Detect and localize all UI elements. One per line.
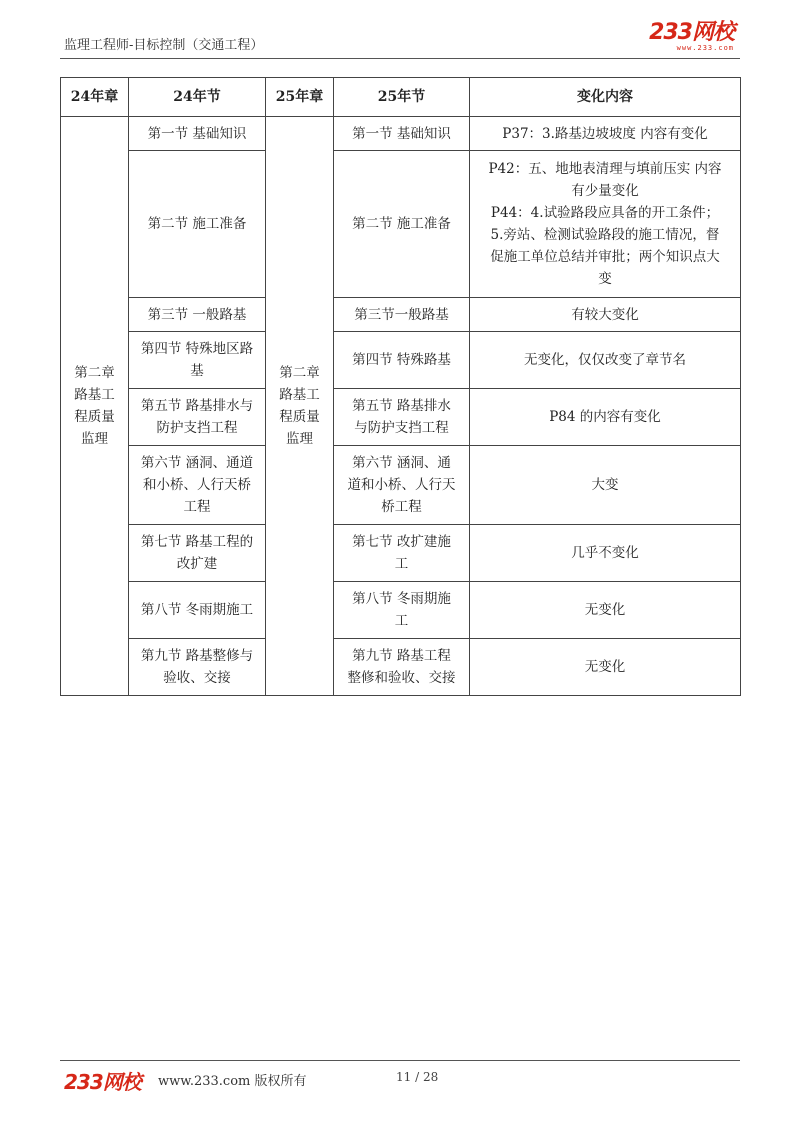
section-25-cell <box>334 117 470 151</box>
cell-line: 第四节 特殊地区路 <box>140 341 254 357</box>
cell-line: P37：3.路基边坡坡度 内容有变化 <box>502 125 708 142</box>
section-24-cell <box>129 446 266 525</box>
logo-text: 233网校 <box>649 20 734 45</box>
page-footer <box>60 1060 740 1100</box>
cell-line: 有较大变化 <box>571 306 639 323</box>
cell-line: 第二节 施工准备 <box>352 216 451 232</box>
change-content-cell <box>470 332 741 389</box>
chapter-change-table <box>60 77 741 696</box>
cell-line: 第七节 改扩建施 <box>352 534 451 550</box>
cell-line: 无变化，仅仅改变了章节名 <box>524 352 686 368</box>
logo-url: www.233.com <box>676 44 734 52</box>
chapter-25-cell <box>266 117 334 696</box>
cell-line: 监理 <box>81 431 108 447</box>
section-24-cell <box>129 332 266 389</box>
cell-line: 无变化 <box>584 659 626 675</box>
cell-line: 第二节 施工准备 <box>147 216 247 232</box>
cell-line: 工 <box>394 613 409 629</box>
section-24-cell <box>129 389 266 446</box>
section-25-cell <box>334 332 470 389</box>
cell-line: 防护支挡工程 <box>156 420 238 436</box>
cell-line: 第五节 路基排水 <box>352 398 451 414</box>
cell-line: 有少量变化 <box>571 183 639 199</box>
change-content-cell <box>470 582 741 639</box>
cell-line: 程质量 <box>74 409 115 425</box>
cell-line: 监理 <box>286 431 313 447</box>
change-content-cell <box>470 389 741 446</box>
cell-line: P84 的内容有变化 <box>549 409 661 425</box>
footer-divider <box>60 1060 740 1061</box>
cell-line: P44：4.试验路段应具备的开工条件； <box>490 205 720 221</box>
brand-logo <box>649 22 734 52</box>
table-row <box>61 117 741 151</box>
cell-line: 第四节 特殊路基 <box>352 352 451 368</box>
section-25-cell <box>334 151 470 298</box>
header-cell: 24年章 <box>61 78 129 117</box>
section-25-cell <box>334 298 470 332</box>
chapter-24-cell <box>61 117 129 696</box>
cell-line: 桥工程 <box>381 499 422 515</box>
section-24-cell <box>129 582 266 639</box>
cell-line: 程质量 <box>279 409 320 425</box>
change-content-cell <box>470 151 741 298</box>
cell-line: 第九节 路基工程 <box>352 648 451 664</box>
cell-line: 变 <box>598 271 612 287</box>
cell-line: 第九节 路基整修与 <box>140 648 254 664</box>
section-25-cell <box>334 639 470 696</box>
cell-line: 路基工 <box>74 387 115 403</box>
cell-line: P42：五、地地表清理与填前压实 内容 <box>488 161 722 177</box>
document-title: 监理工程师-目标控制（交通工程） <box>64 38 264 53</box>
cell-line: 验收、交接 <box>163 670 231 686</box>
change-content-cell <box>470 117 741 151</box>
cell-line: 几乎不变化 <box>571 545 639 561</box>
section-25-cell <box>334 582 470 639</box>
cell-line: 改扩建 <box>176 556 218 572</box>
cell-line: 5.旁站、检测试验路段的施工情况，督 <box>490 227 720 243</box>
section-25-cell <box>334 525 470 582</box>
cell-line: 第二章 <box>74 365 115 381</box>
cell-line: 第一节 基础知识 <box>147 125 247 142</box>
cell-line: 第二章 <box>279 365 320 381</box>
header-cell: 25年节 <box>334 78 470 117</box>
cell-line: 第七节 路基工程的 <box>140 534 254 550</box>
section-25-cell <box>334 389 470 446</box>
table-row <box>61 446 741 525</box>
cell-line: 第一节 基础知识 <box>352 125 451 142</box>
header-divider <box>60 58 740 59</box>
page-number: 11 / 28 <box>396 1070 439 1084</box>
section-24-cell <box>129 525 266 582</box>
section-24-cell <box>129 151 266 298</box>
cell-line: 无变化 <box>584 602 626 618</box>
table-row <box>61 389 741 446</box>
table-row <box>61 298 741 332</box>
table-row <box>61 151 741 298</box>
cell-line: 大变 <box>591 477 619 493</box>
cell-line: 路基工 <box>279 387 320 403</box>
footer-logo: 233网校 <box>64 1070 141 1094</box>
section-25-cell <box>334 446 470 525</box>
table-row <box>61 639 741 696</box>
cell-line: 整修和验收、交接 <box>347 670 456 686</box>
cell-line: 促施工单位总结并审批；两个知识点大 <box>490 249 720 265</box>
cell-line: 第三节一般路基 <box>354 306 449 323</box>
copyright-text: www.233.com 版权所有 <box>158 1074 307 1089</box>
section-24-cell <box>129 639 266 696</box>
cell-line: 工程 <box>183 499 211 515</box>
header-cell: 变化内容 <box>470 78 741 117</box>
table-header-row <box>61 78 741 117</box>
cell-line: 第六节 涵洞、通 <box>352 455 451 471</box>
cell-line: 和小桥、人行天桥 <box>143 477 251 493</box>
cell-line: 第八节 冬雨期施 <box>352 591 451 607</box>
table-row <box>61 582 741 639</box>
header-cell: 24年节 <box>129 78 266 117</box>
cell-line: 与防护支挡工程 <box>354 420 449 436</box>
table-row <box>61 525 741 582</box>
cell-line: 第五节 路基排水与 <box>140 398 254 414</box>
page-header <box>60 18 740 58</box>
table-row <box>61 332 741 389</box>
header-cell: 25年章 <box>266 78 334 117</box>
cell-line: 工 <box>394 556 409 572</box>
change-content-cell <box>470 446 741 525</box>
change-content-cell <box>470 525 741 582</box>
section-24-cell <box>129 117 266 151</box>
cell-line: 第八节 冬雨期施工 <box>140 602 254 618</box>
change-content-cell <box>470 639 741 696</box>
cell-line: 基 <box>190 363 204 379</box>
section-24-cell <box>129 298 266 332</box>
cell-line: 第六节 涵洞、通道 <box>140 455 254 471</box>
change-content-cell <box>470 298 741 332</box>
cell-line: 道和小桥、人行天 <box>347 477 456 493</box>
cell-line: 第三节 一般路基 <box>147 306 247 323</box>
